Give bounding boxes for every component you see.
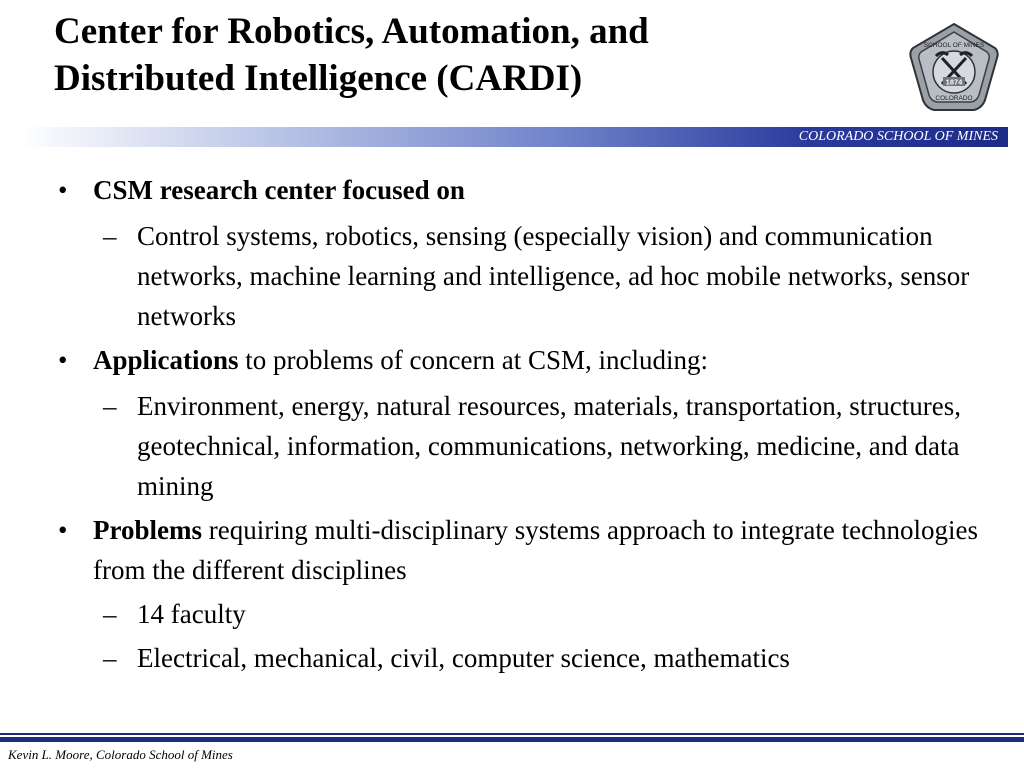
sub-bullet-3-2 xyxy=(58,638,998,678)
bullet-marker: • xyxy=(58,175,68,205)
bullet-marker: • xyxy=(58,345,68,375)
footer-rule xyxy=(0,733,1024,742)
bullet-3 xyxy=(58,510,998,590)
slide-title-line-2: Distributed Intelligence (CARDI) xyxy=(54,58,583,99)
sub-bullet-2-1-text: Environment, energy, natural resources, materials, transportation, structures, geotechnical, information, communications, networking, medicine, and data mining xyxy=(137,391,961,501)
bullet-2-text: to problems of concern at CSM, including: xyxy=(238,345,708,375)
banner-text: COLORADO SCHOOL OF MINES xyxy=(798,129,998,144)
dash-marker: – xyxy=(103,599,117,629)
header-banner xyxy=(18,127,1008,147)
slide-title-line-1: Center for Robotics, Automation, and xyxy=(54,11,649,52)
bullet-marker: • xyxy=(58,515,68,545)
slide-title xyxy=(54,8,894,102)
sub-bullet-3-1-text: 14 faculty xyxy=(137,599,246,629)
seal-text-bottom: COLORADO xyxy=(935,95,973,102)
bullet-2 xyxy=(58,340,998,380)
sub-bullet-3-2-text: Electrical, mechanical, civil, computer science, mathematics xyxy=(137,643,790,673)
dash-marker: – xyxy=(103,643,117,673)
bullet-3-bold: Problems xyxy=(93,515,202,545)
slide-body xyxy=(58,170,998,682)
bullet-1 xyxy=(58,170,998,210)
footer-text: Kevin L. Moore, Colorado School of Mines xyxy=(8,747,233,762)
bullet-2-bold: Applications xyxy=(93,345,239,375)
sub-bullet-3-1 xyxy=(58,594,998,634)
sub-bullet-1-1 xyxy=(58,216,998,336)
sub-bullet-1-1-text: Control systems, robotics, sensing (especially vision) and communication networks, machine learning and intelligence, ad hoc mobile networks, sensor networks xyxy=(137,221,970,331)
dash-marker: – xyxy=(103,391,117,421)
seal-year: 1874 xyxy=(945,77,963,87)
bullet-1-bold: CSM research center focused on xyxy=(93,175,465,205)
dash-marker: – xyxy=(103,221,117,251)
bullet-3-text: requiring multi-disciplinary systems approach to integrate technologies from the different disciplines xyxy=(93,515,979,585)
sub-bullet-2-1 xyxy=(58,386,998,506)
school-of-mines-seal-icon xyxy=(909,22,999,114)
seal-text-top: SCHOOL OF MINES xyxy=(923,42,985,49)
